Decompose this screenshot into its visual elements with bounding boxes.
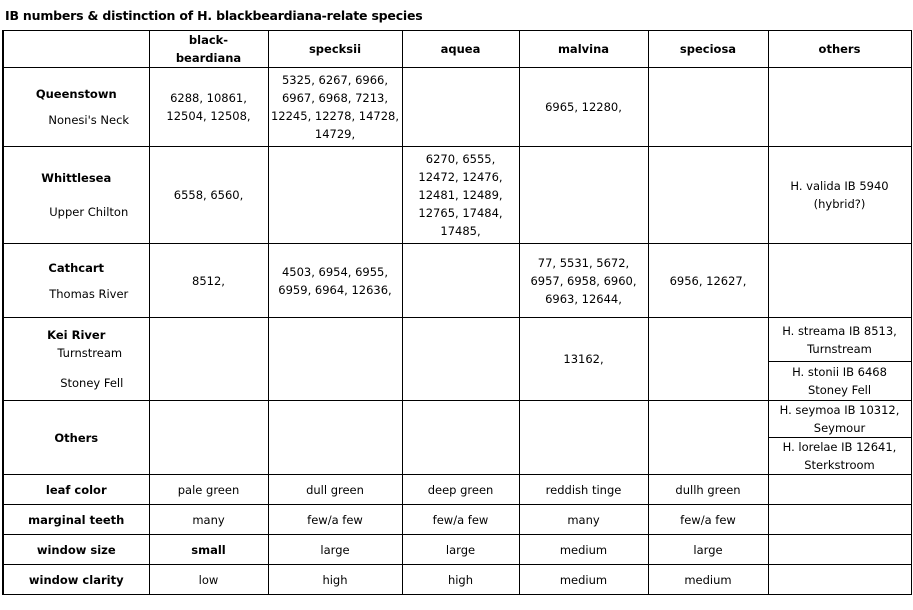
header-specksii: specksii [268,31,402,68]
trait-value: few/a few [648,505,768,535]
header-malvina: malvina [519,31,648,68]
trait-value: reddish tinge [519,475,648,505]
cell-kei-others-stoney-fell: H. stonii IB 6468 Stoney Fell [768,362,911,401]
cell-cathcart-others [768,244,911,318]
row-whittlesea [3,147,911,244]
trait-label: leaf color [3,475,149,505]
cell-whittlesea-malvina [519,147,648,244]
site-cell-whittlesea [3,147,149,244]
cell-queenstown-others [768,68,911,147]
trait-row [3,475,911,505]
trait-value: high [268,565,402,595]
row-queenstown [3,68,911,147]
cell-cathcart-blackbeardiana: 8512, [149,244,268,318]
trait-value: small [149,535,268,565]
trait-value: few/a few [268,505,402,535]
trait-value: medium [519,565,648,595]
cell-cathcart-malvina: 77, 5531, 5672, 6957, 6958, 6960, 6963, 12644, [519,244,648,318]
cell-others-lorelae: H. lorelae IB 12641, Sterkstroom [768,438,911,475]
header-corner [3,31,149,68]
trait-value [768,535,911,565]
trait-value: large [402,535,519,565]
cell-kei-speciosa [648,318,768,401]
trait-value: large [648,535,768,565]
trait-value: pale green [149,475,268,505]
trait-value [768,505,911,535]
cell-cathcart-specksii: 4503, 6954, 6955, 6959, 6964, 12636, [268,244,402,318]
trait-label: window size [3,535,149,565]
header-blackbeardiana-line2: beardiana [175,51,242,65]
trait-row [3,505,911,535]
site-label-stoney-fell: Stoney Fell [60,376,124,390]
trait-value: large [268,535,402,565]
region-label: Cathcart [48,260,105,275]
trait-value [768,565,911,595]
trait-row [3,535,911,565]
cell-queenstown-specksii: 5325, 6267, 6966, 6967, 6968, 7213, 12245, 12278, 14728, 14729, [268,68,402,147]
header-others: others [768,31,911,68]
trait-value: dull green [268,475,402,505]
header-speciosa: speciosa [648,31,768,68]
region-label: Kei River [47,328,106,342]
site-label: Upper Chilton [49,205,129,219]
row-others [3,401,911,438]
trait-value: few/a few [402,505,519,535]
cell-whittlesea-aquea: 6270, 6555, 12472, 12476, 12481, 12489, 12765, 17484, 17485, [402,147,519,244]
cell-others-specksii [268,401,402,475]
header-aquea: aquea [402,31,519,68]
cell-whittlesea-speciosa [648,147,768,244]
cell-others-malvina [519,401,648,475]
cell-whittlesea-specksii [268,147,402,244]
cell-whittlesea-blackbeardiana: 6558, 6560, [149,147,268,244]
site-label: Nonesi's Neck [48,113,130,127]
cell-kei-blackbeardiana [149,318,268,401]
header-row [3,31,911,68]
site-cell-queenstown [3,68,149,147]
cell-others-aquea [402,401,519,475]
trait-value: many [149,505,268,535]
site-cell-others [3,401,149,475]
header-blackbeardiana-line1: black- [188,33,229,47]
cell-cathcart-aquea [402,244,519,318]
region-label: Others [54,430,99,445]
cell-others-speciosa [648,401,768,475]
site-label: Thomas River [49,286,129,301]
cell-others-seymoa: H. seymoa IB 10312, Seymour [768,401,911,438]
trait-label: window clarity [3,565,149,595]
trait-value [768,475,911,505]
trait-value: dullh green [648,475,768,505]
trait-value: many [519,505,648,535]
species-table [2,30,912,595]
trait-value: deep green [402,475,519,505]
cell-queenstown-malvina: 6965, 12280, [519,68,648,147]
cell-queenstown-aquea [402,68,519,147]
trait-value: high [402,565,519,595]
cell-kei-aquea [402,318,519,401]
header-blackbeardiana [149,31,268,68]
cell-others-blackbeardiana [149,401,268,475]
trait-row [3,565,911,595]
region-label: Whittlesea [41,171,112,185]
document-title: IB numbers & distinction of H. blackbeardiana-relate species [5,8,423,23]
cell-kei-others-turnstream: H. streama IB 8513, Turnstream [768,318,911,362]
site-cell-kei-river [3,318,149,401]
cell-kei-malvina: 13162, [519,318,648,401]
site-cell-cathcart [3,244,149,318]
cell-queenstown-speciosa [648,68,768,147]
cell-whittlesea-others: H. valida IB 5940 (hybrid?) [768,147,911,244]
row-kei-river [3,318,911,362]
region-label: Queenstown [35,87,117,101]
cell-kei-specksii [268,318,402,401]
trait-value: medium [519,535,648,565]
cell-queenstown-blackbeardiana: 6288, 10861, 12504, 12508, [149,68,268,147]
cell-cathcart-speciosa: 6956, 12627, [648,244,768,318]
trait-label: marginal teeth [3,505,149,535]
trait-value: low [149,565,268,595]
trait-value: medium [648,565,768,595]
site-label-turnstream: Turnstream [57,346,123,360]
row-cathcart [3,244,911,318]
